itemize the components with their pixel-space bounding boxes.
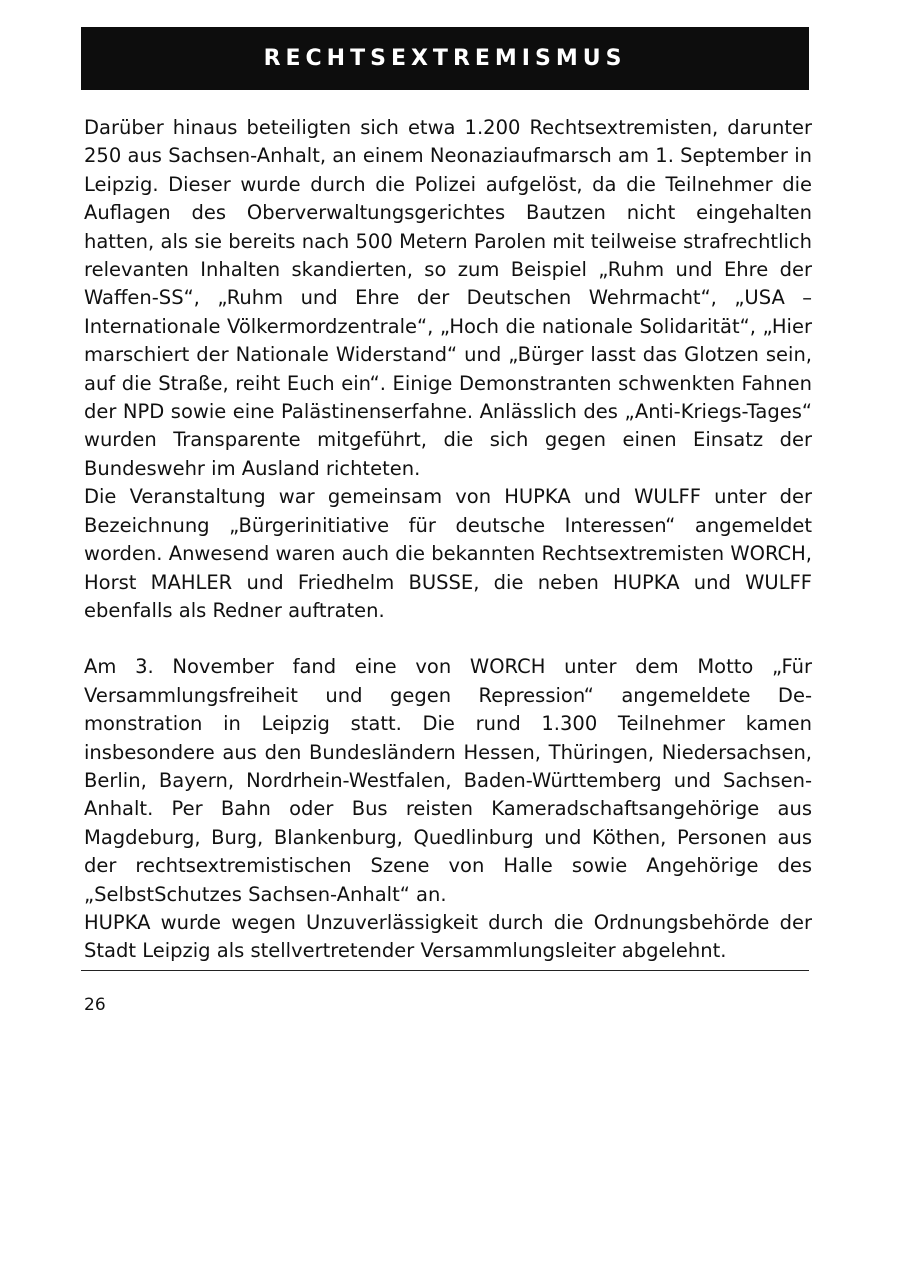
page-number: 26 — [84, 995, 106, 1015]
paragraph: HUPKA wurde wegen Unzuverlässigkeit durch die Ordnungsbehörde der Stadt Leipzig als stellvertretender Versammlungsleiter abgelehnt. — [84, 910, 812, 963]
paragraph: Am 3. November fand eine von WORCH unter dem Motto „Für Versammlungsfreiheit und gegen Repression“ angemeldete Demonstration in Leipzig statt. Die rund 1.300 Teilnehmer kamen insbesondere aus den Bundesländern Hessen, Thüringen, Niedersachsen, Berlin, Bayern, Nordrhein-Westfalen, Baden-Württemberg und Sachsen-Anhalt. Per Bahn oder Bus reisten Kameradschaftsangehörige aus Magdeburg, Burg, Blankenburg, Quedlinburg und Köthen, Personen aus der rechtsextremistischen Szene von Halle sowie Angehörige des „SelbstSchutzes Sachsen-Anhalt“ an. — [84, 655, 812, 906]
paragraph: Darüber hinaus beteiligten sich etwa 1.200 Rechtsextremisten, darunter 250 aus Sachsen-Anhalt, an einem Neonaziaufmarsch am 1. September in Leipzig. Dieser wurde durch die Polizei aufgelöst, da die Teilnehmer die Auflagen des Oberverwaltungsgerichtes Bautzen nicht eingehalten hatten, als sie bereits nach 500 Metern Parolen mit teilweise strafrechtlich relevanten Inhalten skandierten, so zum Beispiel „Ruhm und Ehre der Waffen-SS“, „Ruhm und Ehre der Deutschen Wehrmacht“, „USA – Internationale Völkermordzentrale“, „Hoch die nationale Solidarität“, „Hier marschiert der Nationale Widerstand“ und „Bürger lasst das Glotzen sein, auf die Straße, reiht Euch ein“. Einige Demonstranten schwenkten Fahnen der NPD sowie eine Palästinenserfahne. Anlässlich des „Anti-Kriegs-Tages“ wurden Transparente mitgeführt, die sich gegen einen Einsatz der Bundeswehr im Ausland richteten. — [84, 116, 812, 480]
body-text — [84, 114, 812, 966]
footer-divider — [81, 970, 809, 971]
section-header — [81, 27, 809, 90]
paragraph: Die Veranstaltung war gemeinsam von HUPKA und WULFF unter der Bezeichnung „Bürgerinitiative für deutsche Interessen“ angemeldet worden. Anwesend waren auch die bekannten Rechtsextremisten WORCH, Horst MAHLER und Friedhelm BUSSE, die neben HUPKA und WULFF ebenfalls als Redner auftraten. — [84, 485, 812, 622]
section-title: RECHTSEXTREMISMUS — [263, 46, 627, 71]
